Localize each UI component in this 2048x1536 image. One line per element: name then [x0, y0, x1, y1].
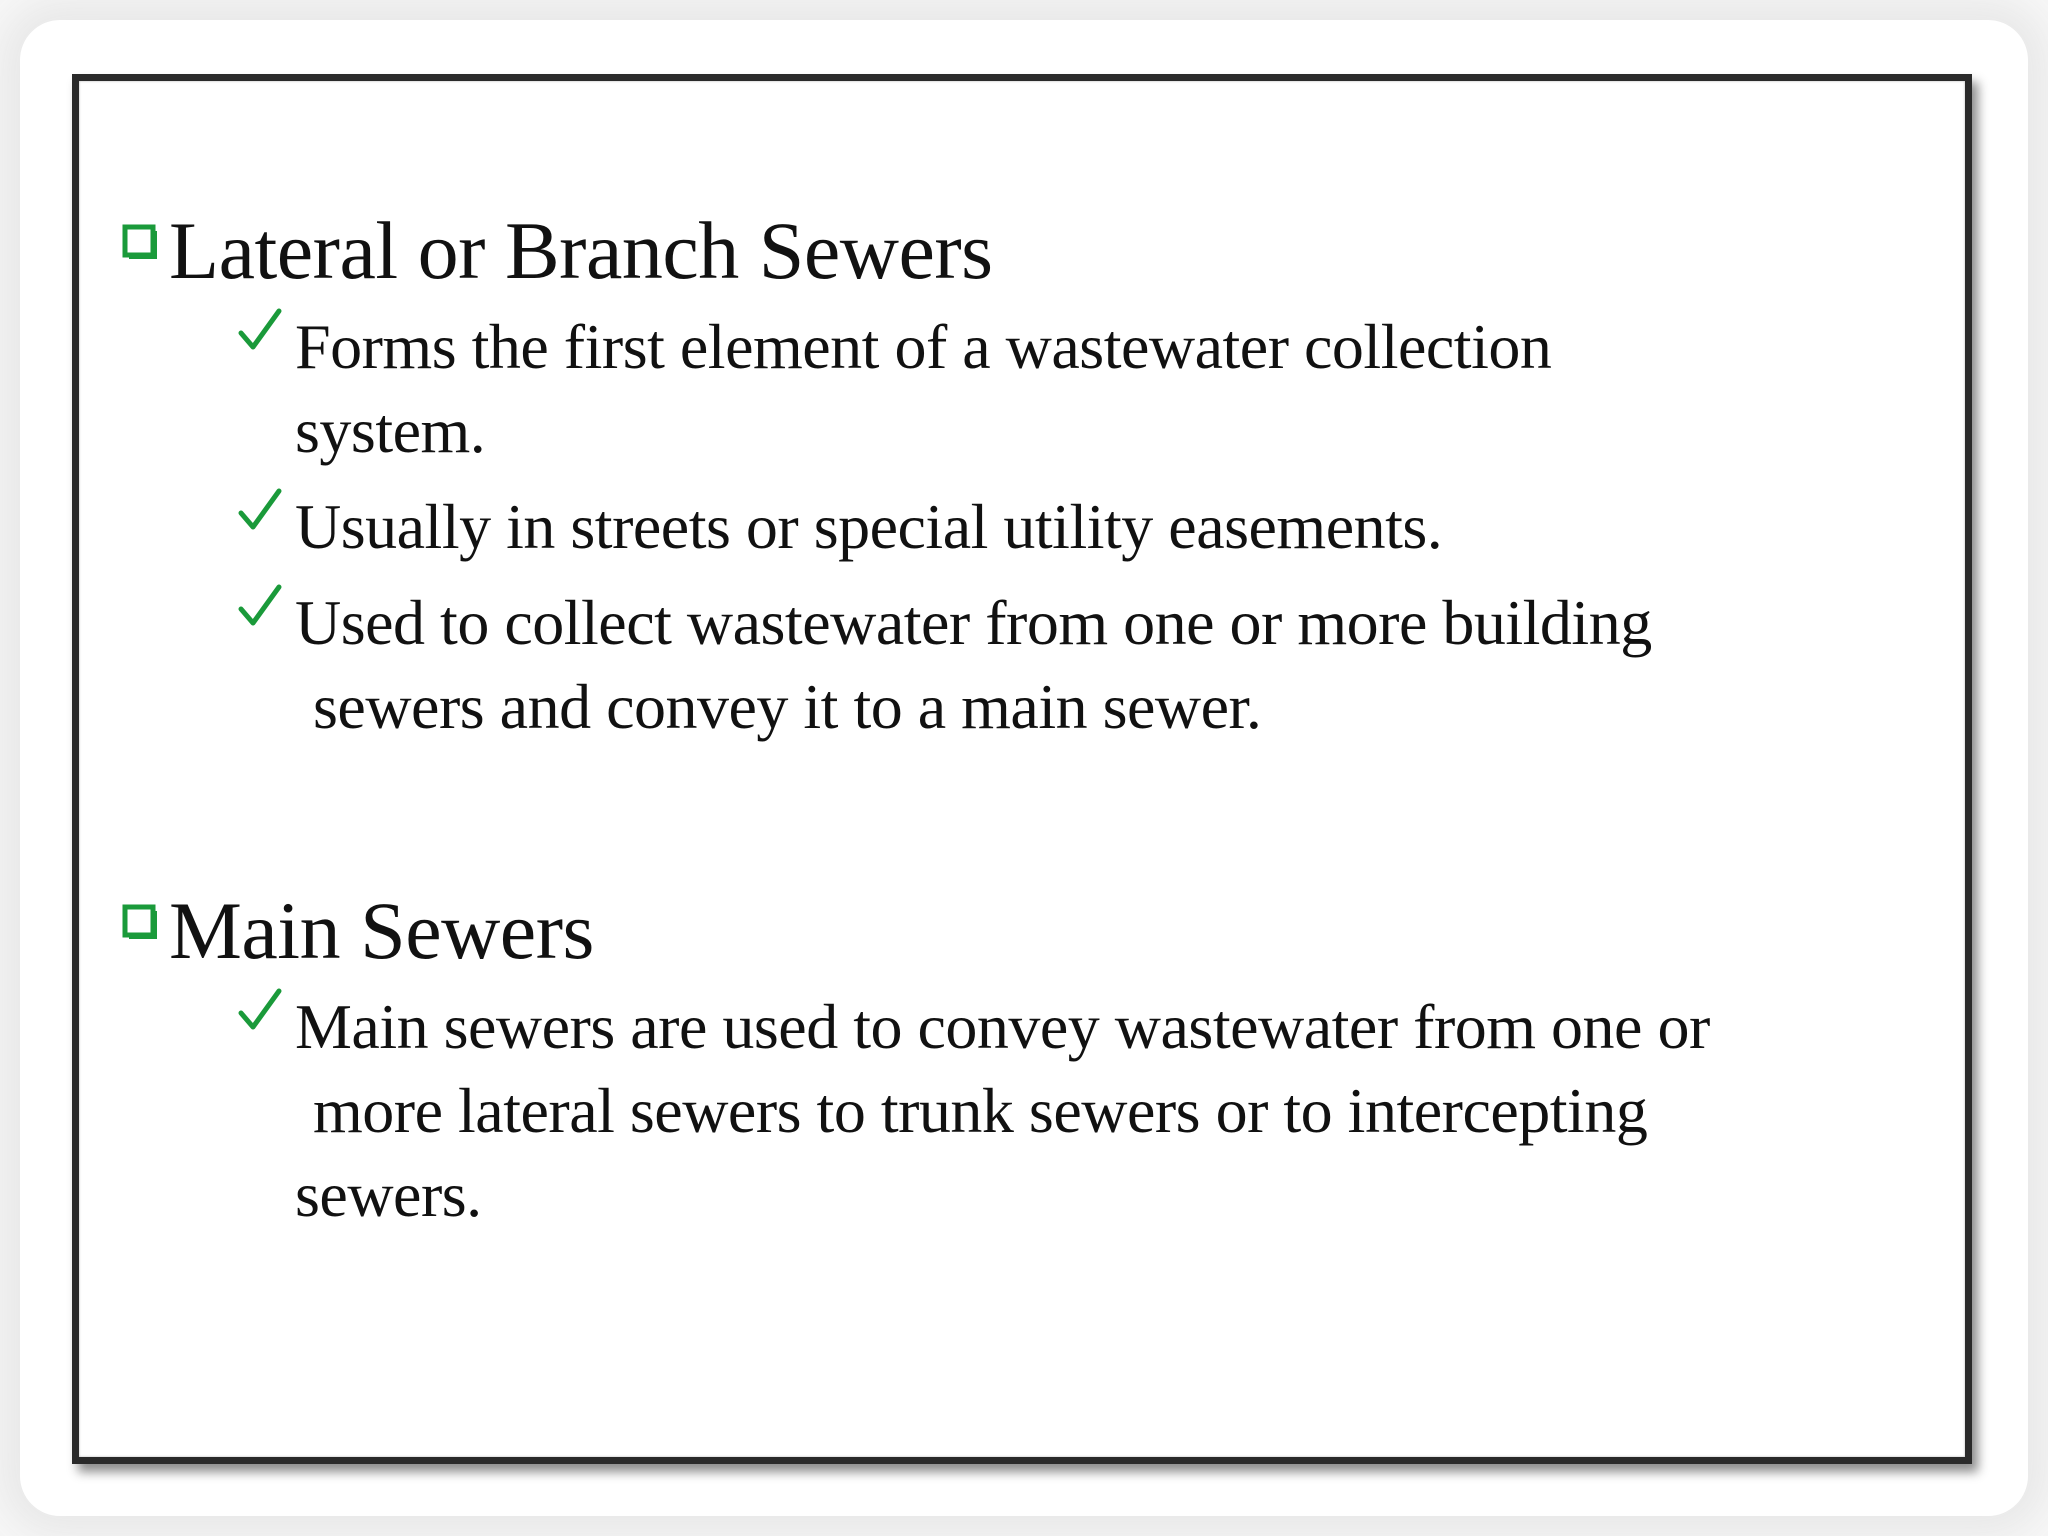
- bullet-item: [119, 485, 1919, 569]
- bullet-line: system.: [295, 395, 486, 466]
- section-main-sewers: [119, 881, 1919, 1237]
- section-lateral-sewers: [119, 201, 1919, 749]
- square-bullet-icon: [119, 901, 159, 941]
- check-icon: [235, 581, 285, 631]
- bullet-line: Main sewers are used to convey wastewater from one or: [295, 991, 1710, 1062]
- bullet-line: Usually in streets or special utility easements.: [295, 491, 1443, 562]
- check-icon: [235, 485, 285, 535]
- section-heading-row: [119, 201, 1919, 301]
- section-heading-row: [119, 881, 1919, 981]
- bullet-item: [119, 985, 1919, 1237]
- slide: [72, 74, 1972, 1464]
- bullet-item: [119, 305, 1919, 473]
- bullet-line: Forms the first element of a wastewater collection: [295, 311, 1552, 382]
- bullet-item: [119, 581, 1919, 749]
- check-icon: [235, 305, 285, 355]
- bullet-line: Used to collect wastewater from one or more building: [295, 587, 1652, 658]
- bullet-line: sewers and convey it to a main sewer.: [313, 671, 1262, 742]
- check-icon: [235, 985, 285, 1035]
- bullet-line: sewers.: [295, 1159, 482, 1230]
- square-bullet-icon: [119, 221, 159, 261]
- section-heading: Lateral or Branch Sewers: [169, 205, 993, 296]
- bullet-line: more lateral sewers to trunk sewers or to intercepting: [313, 1075, 1648, 1146]
- section-heading: Main Sewers: [169, 885, 594, 976]
